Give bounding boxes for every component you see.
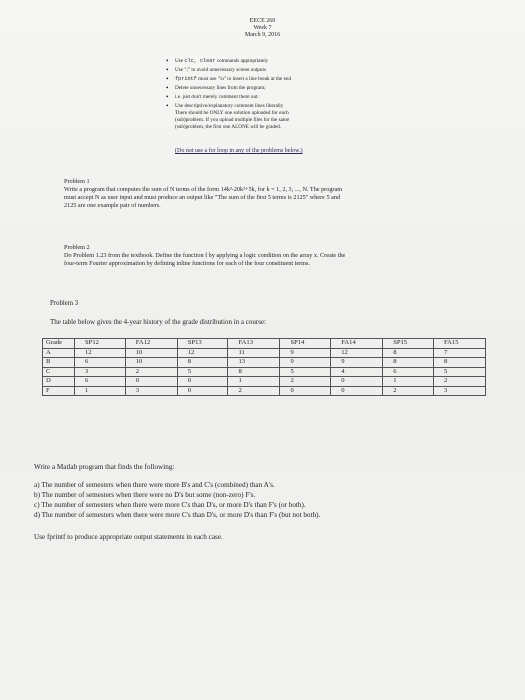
problem-1-line: must accept N as user input and must produce an output like "The sum of the first 5 terms is 2125" where 5 and bbox=[64, 194, 341, 201]
table-cell: 8 bbox=[383, 348, 434, 358]
table-cell: 0 bbox=[331, 386, 383, 396]
table-header-cell: Grade bbox=[43, 339, 75, 349]
question-a: a) The number of semesters when there were more B's and C's (combined) than A's. bbox=[34, 481, 275, 489]
table-cell: 2 bbox=[383, 386, 434, 396]
table-header-row bbox=[43, 339, 486, 349]
table-cell: 5 bbox=[433, 367, 485, 377]
table-cell: 6 bbox=[383, 367, 434, 377]
bullet-item: • fprintf must use "\n" to insert a line break at the end bbox=[166, 75, 292, 83]
table-row bbox=[43, 348, 486, 358]
question-b: b) The number of semesters when there were no D's but some (non-zero) F's. bbox=[34, 491, 256, 499]
table-cell: 2 bbox=[280, 377, 331, 387]
table-cell: F bbox=[43, 386, 75, 396]
table-header-cell: FA12 bbox=[125, 339, 177, 349]
table-cell: 3 bbox=[433, 386, 485, 396]
table-row bbox=[43, 377, 486, 387]
table-cell: 5 bbox=[177, 367, 228, 377]
table-cell: 0 bbox=[177, 386, 228, 396]
table-cell: 9 bbox=[280, 358, 331, 368]
table-cell: 2 bbox=[433, 377, 485, 387]
table-cell: 0 bbox=[280, 386, 331, 396]
table-cell: 0 bbox=[125, 377, 177, 387]
table-cell: 1 bbox=[75, 386, 126, 396]
table-cell: 6 bbox=[75, 377, 126, 387]
submit-note-line: (sub)problem. If you upload multiple files for the same bbox=[175, 117, 290, 123]
table-cell: 12 bbox=[177, 348, 228, 358]
problem-2-title: Problem 2 bbox=[64, 244, 90, 251]
table-cell: 12 bbox=[331, 348, 383, 358]
table-cell: 9 bbox=[331, 358, 383, 368]
problem-3-title: Problem 3 bbox=[50, 300, 79, 307]
problem-1-line: Write a program that computes the sum of N terms of the form 14k³-20k²+5k, for k = 1, 2, 3, ..., N. The program bbox=[64, 186, 343, 193]
course-code: EECE 260 bbox=[249, 18, 276, 24]
table-cell: 7 bbox=[433, 348, 485, 358]
table-cell: 8 bbox=[433, 358, 485, 368]
table-header-cell: FA13 bbox=[228, 339, 280, 349]
table-cell: 9 bbox=[280, 348, 331, 358]
table-header-cell: SP13 bbox=[177, 339, 228, 349]
table-cell: 4 bbox=[331, 367, 383, 377]
table-cell: 8 bbox=[177, 358, 228, 368]
table-cell: 5 bbox=[280, 367, 331, 377]
grade-table bbox=[42, 338, 486, 396]
bullet-item: • Delete unnecessary lines from the program; bbox=[166, 84, 266, 92]
problem-3-intro: The table below gives the 4-year history of the grade distribution in a course: bbox=[50, 318, 266, 326]
bullet-item: • Use ";" to avoid unnecessary screen outputs bbox=[166, 66, 266, 74]
table-cell: 13 bbox=[228, 358, 280, 368]
table-cell: 1 bbox=[228, 377, 280, 387]
table-cell: 10 bbox=[125, 358, 177, 368]
table-header-cell: FA15 bbox=[433, 339, 485, 349]
week-label: Week 7 bbox=[253, 25, 272, 31]
bullet-item: • Use clc, clear commands appropriately bbox=[166, 57, 269, 65]
table-cell: 3 bbox=[125, 386, 177, 396]
table-cell: 3 bbox=[75, 367, 126, 377]
table-row bbox=[43, 386, 486, 396]
table-cell: C bbox=[43, 367, 75, 377]
table-row bbox=[43, 358, 486, 368]
problem-2-line: four-term Fourier approximation by defining inline functions for each of the four constituent terms. bbox=[64, 260, 310, 267]
table-cell: A bbox=[43, 348, 75, 358]
date-label: March 9, 2016 bbox=[244, 32, 281, 38]
table-row bbox=[43, 367, 486, 377]
problem-1-line: 2125 are one example pair of numbers. bbox=[64, 202, 161, 209]
table-cell: 12 bbox=[75, 348, 126, 358]
question-d: d) The number of semesters when there were more C's than D's, or more D's than F's (but not both). bbox=[34, 511, 321, 519]
problem-2-line: Do Problem 1.23 from the textbook. Define the function f by applying a logic condition on the array x. Create the bbox=[64, 252, 346, 259]
submit-note-line: (sub)problem, the first one ALONE will be graded. bbox=[175, 124, 282, 130]
closing-instruction: Use fprintf to produce appropriate output statements in each case. bbox=[34, 533, 223, 541]
table-cell: 6 bbox=[75, 358, 126, 368]
table-cell: 0 bbox=[177, 377, 228, 387]
for-loop-note: (Do not use a for loop in any of the problems below.) bbox=[175, 148, 303, 154]
submit-note-line: There should be ONLY one solution uploaded for each bbox=[175, 110, 289, 116]
question-c: c) The number of semesters when there were more C's than D's, or more D's than F's (or both). bbox=[34, 501, 306, 509]
problem-1-title: Problem 1 bbox=[64, 178, 90, 185]
table-cell: B bbox=[43, 358, 75, 368]
problem-3-task: Write a Matlab program that finds the following: bbox=[34, 463, 175, 471]
table-cell: 0 bbox=[331, 377, 383, 387]
table-header-cell: SP14 bbox=[280, 339, 331, 349]
table-cell: 2 bbox=[125, 367, 177, 377]
table-cell: 10 bbox=[125, 348, 177, 358]
bullet-item: • i.e. just don't merely comment them out. bbox=[166, 93, 259, 101]
table-cell: 8 bbox=[383, 358, 434, 368]
table-cell: 2 bbox=[228, 386, 280, 396]
bullet-item: • Use descriptive/explanatory comment lines liberally bbox=[166, 102, 284, 110]
table-cell: 8 bbox=[228, 367, 280, 377]
table-cell: 1 bbox=[383, 377, 434, 387]
table-header-cell: FA14 bbox=[331, 339, 383, 349]
table-cell: 11 bbox=[228, 348, 280, 358]
table-header-cell: SP12 bbox=[75, 339, 126, 349]
table-cell: D bbox=[43, 377, 75, 387]
table-header-cell: SP15 bbox=[383, 339, 434, 349]
